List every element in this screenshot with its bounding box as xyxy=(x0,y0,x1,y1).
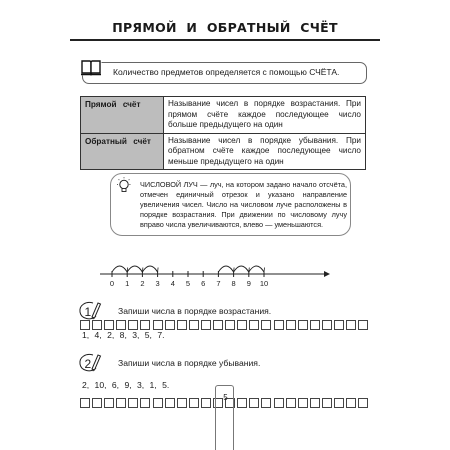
answer-cell[interactable] xyxy=(286,398,296,408)
answer-cell[interactable] xyxy=(261,398,271,408)
number-line-label: 8 xyxy=(231,279,236,288)
answer-cell[interactable] xyxy=(237,398,247,408)
info-text: Количество предметов определяется с помощью СЧЁТА. xyxy=(113,67,340,77)
note-text: ЧИСЛОВОЙ ЛУЧ — луч, на котором задано начало отсчёта, отмечен единичный отрезок и указано направление увеличения чисел. Число на числовом луче расположены в порядке возрастания. При движении по числовому лучу вправо числа увеличиваются, влево — уменьшаются. xyxy=(140,180,347,229)
lightbulb-icon xyxy=(116,177,132,195)
number-line xyxy=(100,258,330,288)
number-line-label: 3 xyxy=(155,279,160,288)
answer-cell[interactable] xyxy=(201,320,211,330)
answer-cell[interactable] xyxy=(128,320,138,330)
answer-cell[interactable] xyxy=(189,398,199,408)
number-line-label: 10 xyxy=(259,279,269,288)
page-number-tab xyxy=(215,385,234,450)
number-line-label: 1 xyxy=(125,279,130,288)
task-1-instruction: Запиши числа в порядке возрастания. xyxy=(118,306,272,316)
task-2-instruction: Запиши числа в порядке убывания. xyxy=(118,358,261,368)
number-line-hop-arrowhead xyxy=(155,268,159,273)
page-title: ПРЯМОЙ И ОБРАТНЫЙ СЧЁТ xyxy=(112,20,338,35)
answer-cell[interactable] xyxy=(298,398,308,408)
number-line-arrow xyxy=(324,271,330,277)
answer-cell[interactable] xyxy=(140,398,150,408)
task-1-sequence: 1, 4, 2, 8, 3, 5, 7. xyxy=(82,330,165,340)
answer-cell[interactable] xyxy=(165,320,175,330)
answer-cell[interactable] xyxy=(201,398,211,408)
answer-cell[interactable] xyxy=(116,320,126,330)
answer-cell[interactable] xyxy=(310,398,320,408)
number-line-label: 7 xyxy=(216,279,221,288)
answer-cell[interactable] xyxy=(274,398,284,408)
number-line-label: 4 xyxy=(170,279,175,288)
task-1-number: 1 xyxy=(84,305,92,319)
info-box xyxy=(82,62,367,84)
answer-cell[interactable] xyxy=(346,320,356,330)
answer-cell[interactable] xyxy=(104,320,114,330)
answer-cell[interactable] xyxy=(153,398,163,408)
number-line-label: 0 xyxy=(109,279,115,288)
answer-cell[interactable] xyxy=(128,398,138,408)
answer-cell[interactable] xyxy=(286,320,296,330)
task-number-badge-2 xyxy=(78,352,102,374)
answer-cell[interactable] xyxy=(249,398,259,408)
table-row xyxy=(81,97,366,134)
answer-cell[interactable] xyxy=(177,398,187,408)
answer-cell[interactable] xyxy=(80,398,90,408)
answer-cell[interactable] xyxy=(334,398,344,408)
answer-cell[interactable] xyxy=(274,320,284,330)
answer-cell[interactable] xyxy=(237,320,247,330)
answer-cell[interactable] xyxy=(358,398,368,408)
term-reverse-count: Обратный счёт xyxy=(81,133,164,170)
number-line-label: 9 xyxy=(246,279,251,288)
answer-cell[interactable] xyxy=(116,398,126,408)
answer-cell[interactable] xyxy=(153,320,163,330)
answer-cell[interactable] xyxy=(322,398,332,408)
page-number: 5 xyxy=(223,393,228,402)
number-line-label: 6 xyxy=(201,279,206,288)
answer-cell[interactable] xyxy=(334,320,344,330)
answer-cell[interactable] xyxy=(346,398,356,408)
answer-cell[interactable] xyxy=(92,398,102,408)
answer-cell[interactable] xyxy=(358,320,368,330)
book-icon xyxy=(80,58,102,76)
number-line-label: 2 xyxy=(140,279,145,288)
answer-cell[interactable] xyxy=(80,320,90,330)
number-ray-note xyxy=(110,173,351,236)
term-direct-count: Прямой счёт xyxy=(81,97,164,134)
answer-cell[interactable] xyxy=(213,320,223,330)
answer-grid-1[interactable] xyxy=(80,320,370,330)
table-row xyxy=(81,133,366,170)
answer-cell[interactable] xyxy=(189,320,199,330)
answer-cell[interactable] xyxy=(249,320,259,330)
definition-reverse-count: Называние чисел в порядке убывания. При обратном счёте каждое последующее число меньше предыдущего на один xyxy=(164,133,366,170)
task-2-number: 2 xyxy=(84,357,92,371)
number-line-label: 5 xyxy=(185,279,191,288)
answer-cell[interactable] xyxy=(310,320,320,330)
definitions-table xyxy=(80,96,366,170)
answer-cell[interactable] xyxy=(225,320,235,330)
answer-cell[interactable] xyxy=(322,320,332,330)
number-line-hop-arrowhead xyxy=(261,268,265,273)
title-underline xyxy=(70,39,380,41)
answer-cell[interactable] xyxy=(165,398,175,408)
answer-cell[interactable] xyxy=(104,398,114,408)
answer-cell[interactable] xyxy=(140,320,150,330)
answer-cell[interactable] xyxy=(261,320,271,330)
definition-direct-count: Называние чисел в порядке возрастания. При прямом счёте каждое последующее число больше предыдущего на один xyxy=(164,97,366,134)
task-2-sequence: 2, 10, 6, 9, 3, 1, 5. xyxy=(82,380,170,390)
answer-cell[interactable] xyxy=(298,320,308,330)
task-number-badge-1 xyxy=(78,300,102,322)
answer-cell[interactable] xyxy=(92,320,102,330)
answer-cell[interactable] xyxy=(177,320,187,330)
